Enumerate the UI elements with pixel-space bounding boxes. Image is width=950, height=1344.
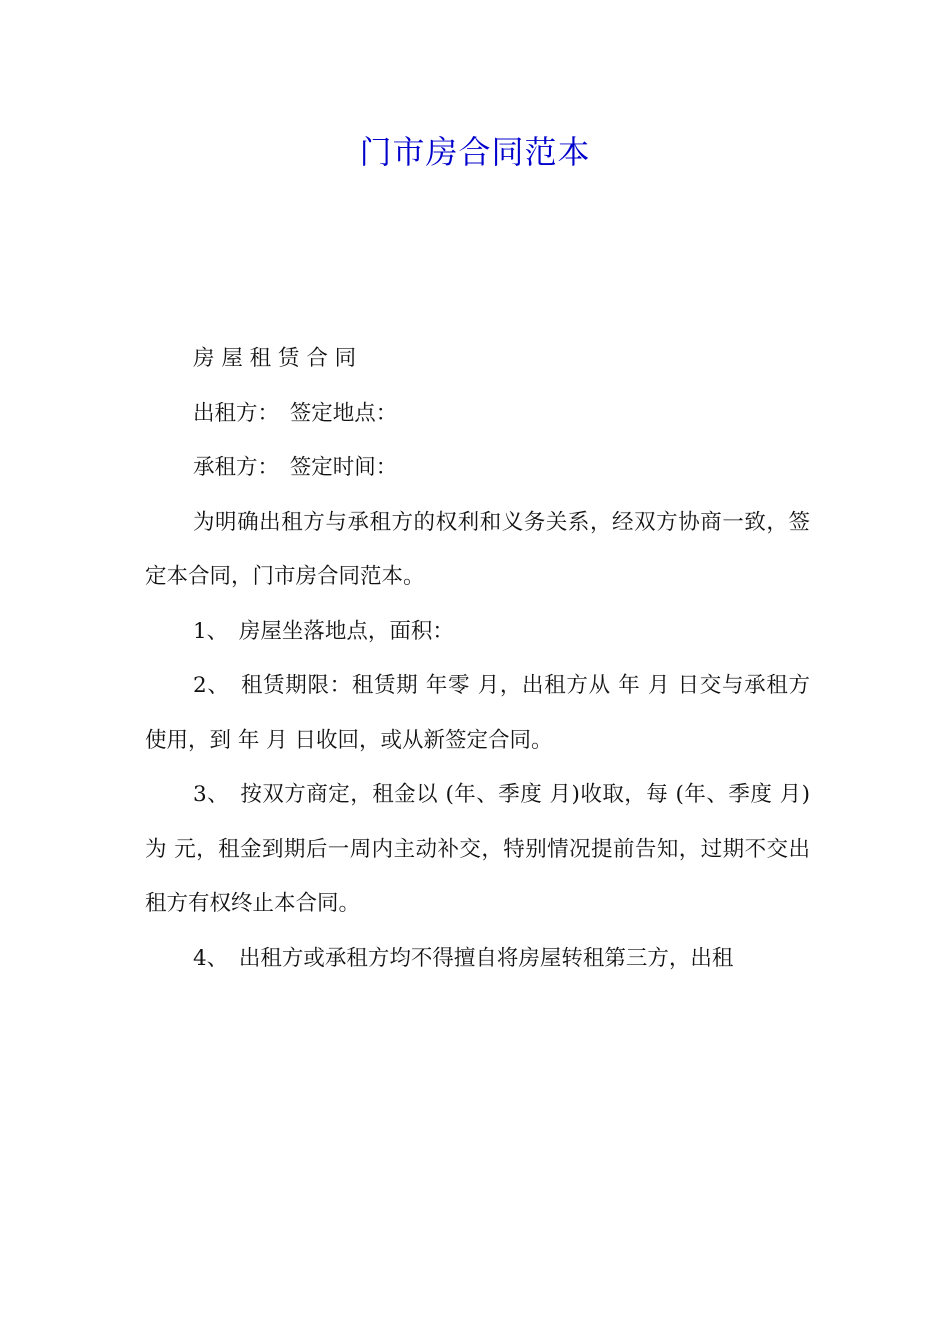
- clause-2: 2、 租赁期限：租赁期 年零 月，出租方从 年 月 日交与承租方使用，到 年 月 日收回，或从新签定合同。: [145, 673, 810, 753]
- document-title: 门市房合同范本: [359, 133, 591, 171]
- intro-paragraph: 为明确出租方与承租方的权利和义务关系，经双方协商一致，签定本合同，门市房合同范本。: [145, 509, 810, 589]
- lessor-line: 出租方： 签定地点：: [193, 400, 398, 426]
- clause-1: 1、 房屋坐落地点，面积：: [193, 618, 454, 644]
- clause-3: 3、 按双方商定，租金以 (年、季度 月)收取，每 (年、季度 月)为 元，租金到期后一周内主动补交，特别情况提前告知，过期不交出租方有权终止本合同。: [145, 782, 810, 916]
- document-body: [145, 332, 810, 986]
- contract-heading: 房 屋 租 赁 合 同: [193, 346, 357, 371]
- lessee-line: 承租方： 签定时间：: [193, 455, 398, 480]
- clause-4: 4、 出租方或承租方均不得擅自将房屋转租第三方，出租: [193, 945, 734, 971]
